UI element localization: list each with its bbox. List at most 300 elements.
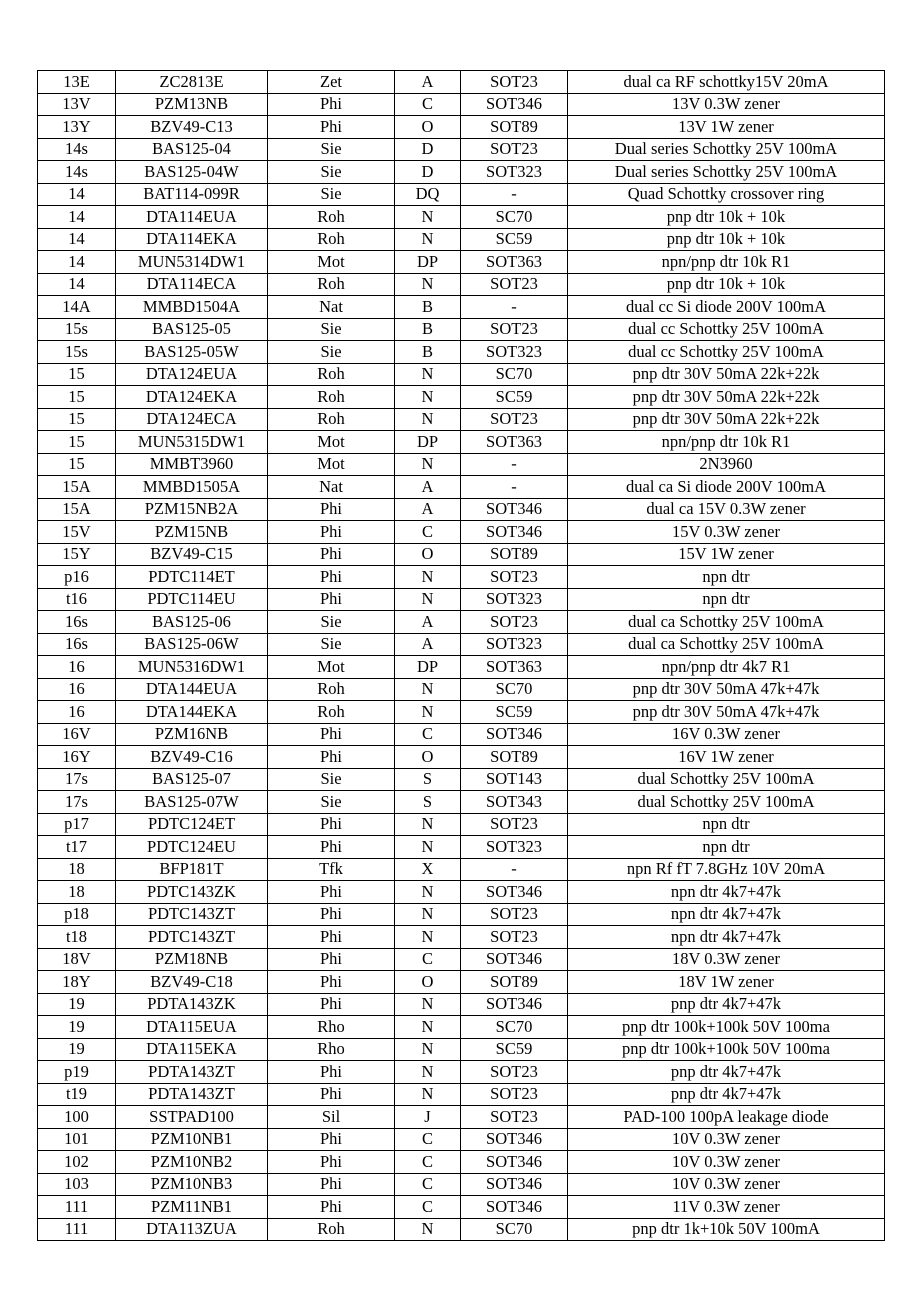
part-number-cell: PZM10NB3: [116, 1173, 268, 1196]
description-cell: pnp dtr 4k7+47k: [568, 1061, 885, 1084]
part-number-cell: MMBD1504A: [116, 296, 268, 319]
table-row: [38, 1218, 885, 1241]
description-cell: 10V 0.3W zener: [568, 1151, 885, 1174]
table-row: [38, 363, 885, 386]
pinout-cell: N: [395, 701, 461, 724]
package-cell: SOT346: [461, 881, 568, 904]
manufacturer-cell: Sie: [268, 161, 395, 184]
table-row: [38, 993, 885, 1016]
package-cell: SOT346: [461, 1196, 568, 1219]
manufacturer-cell: Roh: [268, 1218, 395, 1241]
description-cell: 10V 0.3W zener: [568, 1128, 885, 1151]
table-row: [38, 566, 885, 589]
manufacturer-cell: Phi: [268, 543, 395, 566]
part-number-cell: PZM13NB: [116, 93, 268, 116]
code-cell: 15A: [38, 498, 116, 521]
part-number-cell: DTA113ZUA: [116, 1218, 268, 1241]
package-cell: SOT363: [461, 251, 568, 274]
package-cell: SOT89: [461, 971, 568, 994]
package-cell: -: [461, 296, 568, 319]
pinout-cell: N: [395, 993, 461, 1016]
table-row: [38, 161, 885, 184]
description-cell: 2N3960: [568, 453, 885, 476]
description-cell: dual cc Schottky 25V 100mA: [568, 341, 885, 364]
code-cell: 16s: [38, 611, 116, 634]
code-cell: 111: [38, 1196, 116, 1219]
part-number-cell: BAS125-07W: [116, 791, 268, 814]
manufacturer-cell: Phi: [268, 813, 395, 836]
part-number-cell: MUN5316DW1: [116, 656, 268, 679]
pinout-cell: N: [395, 408, 461, 431]
pinout-cell: O: [395, 971, 461, 994]
table-row: [38, 543, 885, 566]
package-cell: SC70: [461, 206, 568, 229]
manufacturer-cell: Phi: [268, 948, 395, 971]
manufacturer-cell: Sie: [268, 318, 395, 341]
manufacturer-cell: Phi: [268, 723, 395, 746]
code-cell: 16: [38, 678, 116, 701]
description-cell: 11V 0.3W zener: [568, 1196, 885, 1219]
manufacturer-cell: Zet: [268, 71, 395, 94]
description-cell: dual ca Schottky 25V 100mA: [568, 633, 885, 656]
manufacturer-cell: Sie: [268, 341, 395, 364]
package-cell: SOT323: [461, 341, 568, 364]
part-number-cell: BZV49-C16: [116, 746, 268, 769]
part-number-cell: BAS125-04: [116, 138, 268, 161]
code-cell: 16: [38, 701, 116, 724]
package-cell: SC70: [461, 678, 568, 701]
pinout-cell: N: [395, 453, 461, 476]
part-number-cell: BAS125-06: [116, 611, 268, 634]
manufacturer-cell: Nat: [268, 296, 395, 319]
code-cell: 19: [38, 1038, 116, 1061]
manufacturer-cell: Tfk: [268, 858, 395, 881]
code-cell: 15V: [38, 521, 116, 544]
package-cell: SC70: [461, 1016, 568, 1039]
table-row: [38, 251, 885, 274]
manufacturer-cell: Sie: [268, 791, 395, 814]
description-cell: 16V 1W zener: [568, 746, 885, 769]
description-cell: dual Schottky 25V 100mA: [568, 791, 885, 814]
package-cell: SOT346: [461, 1151, 568, 1174]
package-cell: SOT23: [461, 611, 568, 634]
description-cell: pnp dtr 4k7+47k: [568, 1083, 885, 1106]
code-cell: 18Y: [38, 971, 116, 994]
description-cell: 18V 1W zener: [568, 971, 885, 994]
package-cell: SOT143: [461, 768, 568, 791]
part-number-cell: PDTC124EU: [116, 836, 268, 859]
code-cell: 15s: [38, 341, 116, 364]
package-cell: SOT89: [461, 746, 568, 769]
table-row: [38, 476, 885, 499]
table-row: [38, 1128, 885, 1151]
manufacturer-cell: Mot: [268, 431, 395, 454]
code-cell: t16: [38, 588, 116, 611]
package-cell: SOT363: [461, 656, 568, 679]
package-cell: SOT346: [461, 1128, 568, 1151]
table-row: [38, 296, 885, 319]
manufacturer-cell: Phi: [268, 1151, 395, 1174]
package-cell: SOT23: [461, 71, 568, 94]
code-cell: 15s: [38, 318, 116, 341]
part-number-cell: PZM16NB: [116, 723, 268, 746]
part-number-cell: DTA114EKA: [116, 228, 268, 251]
code-cell: 100: [38, 1106, 116, 1129]
table-row: [38, 386, 885, 409]
code-cell: p19: [38, 1061, 116, 1084]
table-row: [38, 273, 885, 296]
description-cell: 15V 0.3W zener: [568, 521, 885, 544]
part-number-cell: PDTC143ZT: [116, 903, 268, 926]
part-number-cell: BAS125-05: [116, 318, 268, 341]
description-cell: pnp dtr 30V 50mA 47k+47k: [568, 678, 885, 701]
pinout-cell: X: [395, 858, 461, 881]
code-cell: 15: [38, 363, 116, 386]
manufacturer-cell: Mot: [268, 251, 395, 274]
pinout-cell: DP: [395, 656, 461, 679]
code-cell: 15: [38, 386, 116, 409]
manufacturer-cell: Phi: [268, 903, 395, 926]
code-cell: 17s: [38, 791, 116, 814]
package-cell: SOT23: [461, 926, 568, 949]
description-cell: Quad Schottky crossover ring: [568, 183, 885, 206]
description-cell: 10V 0.3W zener: [568, 1173, 885, 1196]
pinout-cell: N: [395, 881, 461, 904]
description-cell: npn dtr: [568, 813, 885, 836]
part-number-cell: DTA144EUA: [116, 678, 268, 701]
description-cell: npn Rf fT 7.8GHz 10V 20mA: [568, 858, 885, 881]
part-number-cell: BAS125-06W: [116, 633, 268, 656]
manufacturer-cell: Phi: [268, 971, 395, 994]
part-number-cell: PDTC143ZT: [116, 926, 268, 949]
pinout-cell: B: [395, 341, 461, 364]
package-cell: SOT23: [461, 273, 568, 296]
pinout-cell: N: [395, 1218, 461, 1241]
code-cell: 15: [38, 408, 116, 431]
code-cell: 14s: [38, 138, 116, 161]
package-cell: SOT323: [461, 633, 568, 656]
part-number-cell: DTA114ECA: [116, 273, 268, 296]
package-cell: SC59: [461, 228, 568, 251]
table-row: [38, 813, 885, 836]
code-cell: t19: [38, 1083, 116, 1106]
pinout-cell: C: [395, 1151, 461, 1174]
part-number-cell: PDTC124ET: [116, 813, 268, 836]
code-cell: 19: [38, 993, 116, 1016]
table-row: [38, 93, 885, 116]
part-number-cell: DTA115EKA: [116, 1038, 268, 1061]
part-number-cell: BAS125-05W: [116, 341, 268, 364]
pinout-cell: B: [395, 296, 461, 319]
table-row: [38, 183, 885, 206]
package-cell: SOT346: [461, 723, 568, 746]
package-cell: SC70: [461, 1218, 568, 1241]
package-cell: SOT346: [461, 521, 568, 544]
package-cell: SOT23: [461, 1083, 568, 1106]
pinout-cell: N: [395, 678, 461, 701]
manufacturer-cell: Sie: [268, 611, 395, 634]
pinout-cell: N: [395, 836, 461, 859]
table-row: [38, 1151, 885, 1174]
package-cell: SOT346: [461, 993, 568, 1016]
pinout-cell: N: [395, 903, 461, 926]
table-row: [38, 1038, 885, 1061]
code-cell: 18: [38, 858, 116, 881]
table-row: [38, 1173, 885, 1196]
pinout-cell: N: [395, 813, 461, 836]
table-row: [38, 926, 885, 949]
table-row: [38, 633, 885, 656]
pinout-cell: N: [395, 228, 461, 251]
pinout-cell: C: [395, 1128, 461, 1151]
table-row: [38, 971, 885, 994]
description-cell: pnp dtr 30V 50mA 22k+22k: [568, 363, 885, 386]
description-cell: pnp dtr 4k7+47k: [568, 993, 885, 1016]
manufacturer-cell: Roh: [268, 701, 395, 724]
manufacturer-cell: Phi: [268, 588, 395, 611]
description-cell: 13V 0.3W zener: [568, 93, 885, 116]
pinout-cell: C: [395, 723, 461, 746]
table-row: [38, 1061, 885, 1084]
pinout-cell: J: [395, 1106, 461, 1129]
manufacturer-cell: Roh: [268, 408, 395, 431]
pinout-cell: DP: [395, 251, 461, 274]
manufacturer-cell: Sie: [268, 633, 395, 656]
part-number-cell: PZM11NB1: [116, 1196, 268, 1219]
pinout-cell: A: [395, 476, 461, 499]
table-row: [38, 611, 885, 634]
package-cell: SOT323: [461, 161, 568, 184]
pinout-cell: D: [395, 138, 461, 161]
table-row: [38, 408, 885, 431]
manufacturer-cell: Rho: [268, 1016, 395, 1039]
pinout-cell: D: [395, 161, 461, 184]
manufacturer-cell: Sie: [268, 183, 395, 206]
description-cell: pnp dtr 10k + 10k: [568, 206, 885, 229]
code-cell: 101: [38, 1128, 116, 1151]
part-number-cell: MUN5314DW1: [116, 251, 268, 274]
description-cell: Dual series Schottky 25V 100mA: [568, 138, 885, 161]
table-row: [38, 656, 885, 679]
pinout-cell: C: [395, 1173, 461, 1196]
package-cell: SOT23: [461, 1061, 568, 1084]
description-cell: pnp dtr 10k + 10k: [568, 273, 885, 296]
pinout-cell: N: [395, 1038, 461, 1061]
part-number-cell: BZV49-C13: [116, 116, 268, 139]
package-cell: -: [461, 858, 568, 881]
description-cell: dual ca Si diode 200V 100mA: [568, 476, 885, 499]
part-number-cell: PZM10NB1: [116, 1128, 268, 1151]
package-cell: SOT23: [461, 813, 568, 836]
manufacturer-cell: Phi: [268, 993, 395, 1016]
table-row: [38, 1083, 885, 1106]
manufacturer-cell: Rho: [268, 1038, 395, 1061]
table-row: [38, 881, 885, 904]
manufacturer-cell: Phi: [268, 498, 395, 521]
code-cell: 16V: [38, 723, 116, 746]
table-row: [38, 521, 885, 544]
manufacturer-cell: Mot: [268, 656, 395, 679]
package-cell: SOT23: [461, 566, 568, 589]
description-cell: 18V 0.3W zener: [568, 948, 885, 971]
code-cell: 102: [38, 1151, 116, 1174]
pinout-cell: S: [395, 791, 461, 814]
part-number-cell: BAT114-099R: [116, 183, 268, 206]
table-row: [38, 858, 885, 881]
part-number-cell: PDTC114EU: [116, 588, 268, 611]
manufacturer-cell: Roh: [268, 386, 395, 409]
part-number-cell: BFP181T: [116, 858, 268, 881]
code-cell: 19: [38, 1016, 116, 1039]
part-number-cell: PDTC143ZK: [116, 881, 268, 904]
pinout-cell: C: [395, 1196, 461, 1219]
part-number-cell: PZM10NB2: [116, 1151, 268, 1174]
manufacturer-cell: Phi: [268, 116, 395, 139]
description-cell: 15V 1W zener: [568, 543, 885, 566]
pinout-cell: N: [395, 1083, 461, 1106]
manufacturer-cell: Roh: [268, 206, 395, 229]
pinout-cell: DP: [395, 431, 461, 454]
part-number-cell: PDTA143ZT: [116, 1083, 268, 1106]
description-cell: pnp dtr 30V 50mA 22k+22k: [568, 408, 885, 431]
table-row: [38, 318, 885, 341]
part-number-cell: BAS125-07: [116, 768, 268, 791]
code-cell: 14: [38, 183, 116, 206]
description-cell: 16V 0.3W zener: [568, 723, 885, 746]
part-number-cell: DTA114EUA: [116, 206, 268, 229]
table-row: [38, 678, 885, 701]
part-number-cell: PDTC114ET: [116, 566, 268, 589]
part-number-cell: DTA124EUA: [116, 363, 268, 386]
manufacturer-cell: Phi: [268, 1173, 395, 1196]
description-cell: dual ca 15V 0.3W zener: [568, 498, 885, 521]
description-cell: dual cc Si diode 200V 100mA: [568, 296, 885, 319]
manufacturer-cell: Mot: [268, 453, 395, 476]
code-cell: 16s: [38, 633, 116, 656]
table-row: [38, 768, 885, 791]
code-cell: 15A: [38, 476, 116, 499]
code-cell: 16: [38, 656, 116, 679]
description-cell: npn/pnp dtr 4k7 R1: [568, 656, 885, 679]
description-cell: 13V 1W zener: [568, 116, 885, 139]
package-cell: SOT23: [461, 318, 568, 341]
manufacturer-cell: Phi: [268, 93, 395, 116]
manufacturer-cell: Sil: [268, 1106, 395, 1129]
table-row: [38, 116, 885, 139]
manufacturer-cell: Nat: [268, 476, 395, 499]
description-cell: npn dtr: [568, 566, 885, 589]
pinout-cell: N: [395, 386, 461, 409]
pinout-cell: A: [395, 498, 461, 521]
pinout-cell: C: [395, 948, 461, 971]
manufacturer-cell: Phi: [268, 1128, 395, 1151]
description-cell: dual ca RF schottky15V 20mA: [568, 71, 885, 94]
table-row: [38, 791, 885, 814]
package-cell: SOT323: [461, 588, 568, 611]
pinout-cell: N: [395, 273, 461, 296]
manufacturer-cell: Phi: [268, 836, 395, 859]
description-cell: Dual series Schottky 25V 100mA: [568, 161, 885, 184]
package-cell: SOT343: [461, 791, 568, 814]
manufacturer-cell: Phi: [268, 881, 395, 904]
part-number-cell: BAS125-04W: [116, 161, 268, 184]
package-cell: SOT89: [461, 116, 568, 139]
description-cell: npn/pnp dtr 10k R1: [568, 431, 885, 454]
manufacturer-cell: Roh: [268, 273, 395, 296]
table-row: [38, 1196, 885, 1219]
table-row: [38, 723, 885, 746]
code-cell: 103: [38, 1173, 116, 1196]
table-row: [38, 228, 885, 251]
code-cell: 14: [38, 228, 116, 251]
pinout-cell: O: [395, 543, 461, 566]
part-number-cell: DTA124ECA: [116, 408, 268, 431]
package-cell: SOT89: [461, 543, 568, 566]
package-cell: SOT23: [461, 138, 568, 161]
pinout-cell: A: [395, 611, 461, 634]
manufacturer-cell: Roh: [268, 363, 395, 386]
package-cell: SOT346: [461, 498, 568, 521]
part-number-cell: PZM15NB: [116, 521, 268, 544]
pinout-cell: A: [395, 71, 461, 94]
package-cell: SC70: [461, 363, 568, 386]
code-cell: 14s: [38, 161, 116, 184]
pinout-cell: N: [395, 566, 461, 589]
code-cell: 13Y: [38, 116, 116, 139]
description-cell: pnp dtr 30V 50mA 22k+22k: [568, 386, 885, 409]
description-cell: PAD-100 100pA leakage diode: [568, 1106, 885, 1129]
part-number-cell: MUN5315DW1: [116, 431, 268, 454]
description-cell: npn dtr 4k7+47k: [568, 903, 885, 926]
package-cell: SC59: [461, 1038, 568, 1061]
manufacturer-cell: Phi: [268, 746, 395, 769]
code-cell: t17: [38, 836, 116, 859]
pinout-cell: O: [395, 116, 461, 139]
pinout-cell: C: [395, 521, 461, 544]
manufacturer-cell: Phi: [268, 566, 395, 589]
part-number-cell: DTA124EKA: [116, 386, 268, 409]
table-row: [38, 71, 885, 94]
table-row: [38, 948, 885, 971]
code-cell: 111: [38, 1218, 116, 1241]
code-cell: 14: [38, 251, 116, 274]
part-number-cell: PZM15NB2A: [116, 498, 268, 521]
pinout-cell: S: [395, 768, 461, 791]
code-cell: 16Y: [38, 746, 116, 769]
package-cell: SOT346: [461, 93, 568, 116]
part-number-cell: DTA115EUA: [116, 1016, 268, 1039]
table-row: [38, 206, 885, 229]
table-row: [38, 746, 885, 769]
description-cell: npn dtr 4k7+47k: [568, 926, 885, 949]
part-number-cell: PZM18NB: [116, 948, 268, 971]
package-cell: SC59: [461, 386, 568, 409]
code-cell: 13E: [38, 71, 116, 94]
pinout-cell: N: [395, 588, 461, 611]
part-number-cell: PDTA143ZT: [116, 1061, 268, 1084]
description-cell: dual Schottky 25V 100mA: [568, 768, 885, 791]
description-cell: dual ca Schottky 25V 100mA: [568, 611, 885, 634]
package-cell: SOT23: [461, 1106, 568, 1129]
package-cell: SOT346: [461, 948, 568, 971]
description-cell: dual cc Schottky 25V 100mA: [568, 318, 885, 341]
code-cell: 18V: [38, 948, 116, 971]
description-cell: npn dtr 4k7+47k: [568, 881, 885, 904]
description-cell: pnp dtr 30V 50mA 47k+47k: [568, 701, 885, 724]
pinout-cell: N: [395, 1061, 461, 1084]
description-cell: npn/pnp dtr 10k R1: [568, 251, 885, 274]
code-cell: t18: [38, 926, 116, 949]
